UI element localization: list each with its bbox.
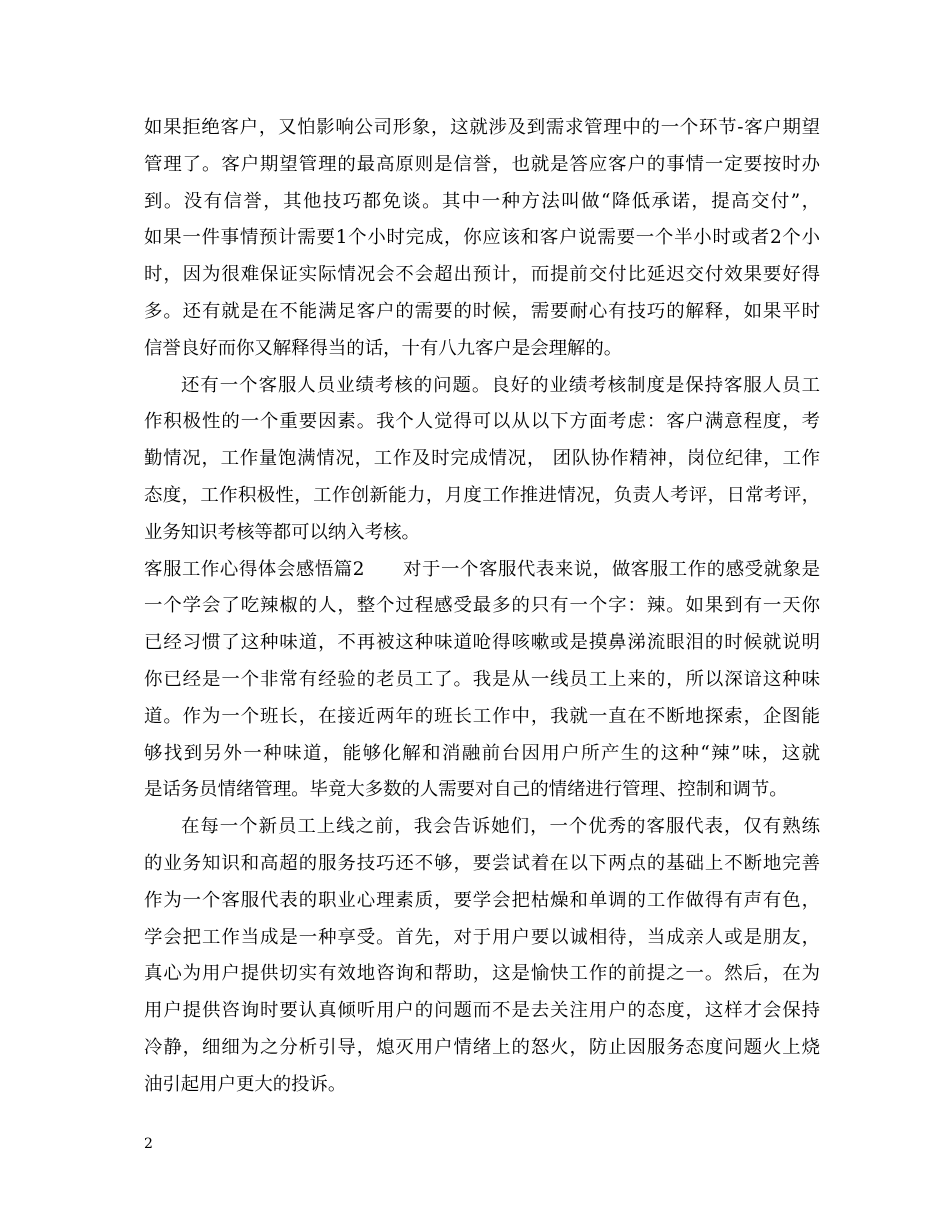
text-line: 油引起用户更大的投诉。 <box>144 1073 347 1095</box>
text-line: 你已经是一个非常有经验的老员工了。我是从一线员工上来的，所以深谙这种味 <box>144 668 820 690</box>
text-line: 冷静，细细为之分析引导，熄灭用户情绪上的怒火，防止因服务态度问题火上烧 <box>144 1036 820 1058</box>
paragraph-start-line: 还有一个客服人员业绩考核的问题。良好的业绩考核制度是保持客服人员工 <box>181 374 820 396</box>
body-text <box>144 110 820 1104</box>
text-line: 业务知识考核等都可以纳入考核。 <box>144 521 420 543</box>
text-line: 作为一个客服代表的职业心理素质，要学会把枯燥和单调的工作做得有声有色， <box>144 889 820 911</box>
section-heading-line: 客服工作心得体会感悟篇2 对于一个客服代表来说，做客服工作的感受就象是 <box>144 558 820 580</box>
text-line: 是话务员情绪管理。毕竟大多数的人需要对自己的情绪进行管理、控制和调节。 <box>144 779 788 801</box>
paragraph-start-line: 在每一个新员工上线之前，我会告诉她们，一个优秀的客服代表，仅有熟练 <box>181 816 820 838</box>
page-number: 2 <box>144 1136 153 1152</box>
text-line: 态度，工作积极性，工作创新能力，月度工作推进情况，负责人考评，日常考评， <box>144 484 820 506</box>
text-line: 道。作为一个班长，在接近两年的班长工作中，我就一直在不断地探索，企图能 <box>144 705 820 727</box>
text-line: 到。没有信誉，其他技巧都免谈。其中一种方法叫做“降低承诺，提高交付”， <box>144 190 820 212</box>
text-line: 管理了。客户期望管理的最高原则是信誉，也就是答应客户的事情一定要按时办 <box>144 153 820 175</box>
text-line: 信誉良好而你又解释得当的话，十有八九客户是会理解的。 <box>144 337 623 359</box>
text-line: 勤情况，工作量饱满情况，工作及时完成情况， 团队协作精神，岗位纪律，工作 <box>144 448 820 470</box>
text-line: 已经习惯了这种味道，不再被这种味道呛得咳嗽或是摸鼻涕流眼泪的时候就说明 <box>144 632 820 654</box>
text-line: 一个学会了吃辣椒的人，整个过程感受最多的只有一个字：辣。如果到有一天你 <box>144 595 820 617</box>
text-line: 时，因为很难保证实际情况会不会超出预计，而提前交付比延迟交付效果要好得 <box>144 264 820 286</box>
text-line: 作积极性的一个重要因素。我个人觉得可以从以下方面考虑：客户满意程度，考 <box>144 411 820 433</box>
text-line: 真心为用户提供切实有效地咨询和帮助，这是愉快工作的前提之一。然后，在为 <box>144 963 820 985</box>
text-line: 用户提供咨询时要认真倾听用户的问题而不是去关注用户的态度，这样才会保持 <box>144 1000 820 1022</box>
text-line: 如果一件事情预计需要1个小时完成，你应该和客户说需要一个半小时或者2个小 <box>144 227 820 249</box>
text-line: 多。还有就是在不能满足客户的需要的时候，需要耐心有技巧的解释，如果平时 <box>144 300 820 322</box>
text-line: 如果拒绝客户，又怕影响公司形象，这就涉及到需求管理中的一个环节-客户期望 <box>144 117 820 138</box>
text-line: 够找到另外一种味道，能够化解和消融前台因用户所产生的这种“辣”味，这就 <box>144 742 820 764</box>
text-line: 学会把工作当成是一种享受。首先，对于用户要以诚相待，当成亲人或是朋友， <box>144 926 820 948</box>
text-line: 的业务知识和高超的服务技巧还不够，要尝试着在以下两点的基础上不断地完善 <box>144 852 820 874</box>
